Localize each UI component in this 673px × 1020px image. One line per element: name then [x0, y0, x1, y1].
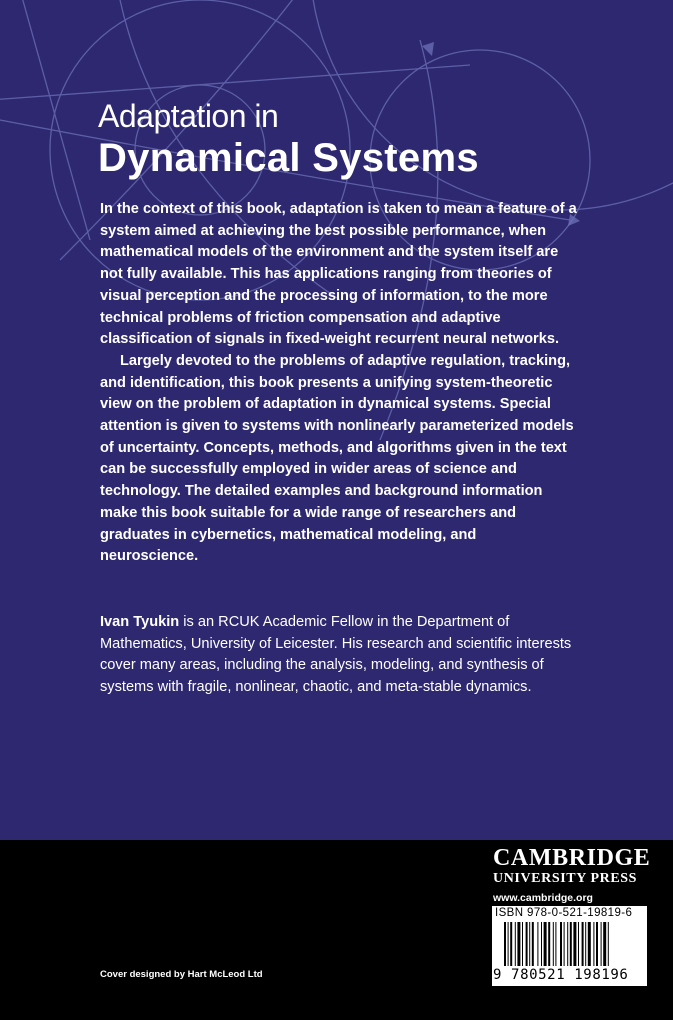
- publisher-name: CAMBRIDGE: [493, 845, 651, 871]
- ean-number: [493, 967, 645, 999]
- barcode-bars: [504, 922, 638, 966]
- author-name: Ivan Tyukin: [100, 614, 180, 630]
- publisher-logo: [493, 846, 653, 904]
- author-bio: [100, 612, 580, 699]
- ean-digits: 9 780521 198196: [493, 967, 629, 983]
- publisher-url: www.cambridge.org: [493, 892, 593, 904]
- author-bio-text: is an RCUK Academic Fellow in the Department of Mathematics, University of Leicester. His research and scientific interests cover many areas, including the analysis, modeling, and synthesis of systems with fragile, nonlinear, chaotic, and meta-stable dynamics.: [100, 614, 572, 696]
- book-description: [100, 199, 578, 568]
- ean-suffix: >: [493, 983, 503, 999]
- cover-credit: Cover designed by Hart McLeod Ltd: [100, 969, 263, 980]
- description-paragraph-1: In the context of this book, adaptation is taken to mean a feature of a system aimed at achieving the best possible performance, when mathematical models of the environment and the system itself are not fully available. This has applications ranging from theories of visual perception and the processing of information, to the more technical problems of friction compensation and adaptive classification of signals in fixed-weight recurrent neural networks.: [100, 201, 577, 348]
- publisher-subtitle: UNIVERSITY PRESS: [493, 871, 638, 886]
- title-line-1: Adaptation in: [98, 98, 279, 134]
- isbn-barcode: [492, 906, 647, 999]
- title-line-2: Dynamical Systems: [98, 136, 479, 180]
- description-paragraph-2: Largely devoted to the problems of adaptive regulation, tracking, and identification, this book presents a unifying system-theoretic view on the problem of adaptation in dynamical systems. Special attention is given to systems with nonlinearly parameterized models of uncertainty. Concepts, methods, and algorithms given in the text can be successfully employed in wider areas of science and technology. The detailed examples and background information make this book suitable for a wide range of researchers and graduates in cybernetics, mathematical modeling, and neuroscience.: [100, 352, 574, 565]
- isbn-label: ISBN 978-0-521-19819-6: [495, 907, 633, 919]
- book-title: [98, 98, 479, 180]
- footer-band: [0, 840, 673, 1020]
